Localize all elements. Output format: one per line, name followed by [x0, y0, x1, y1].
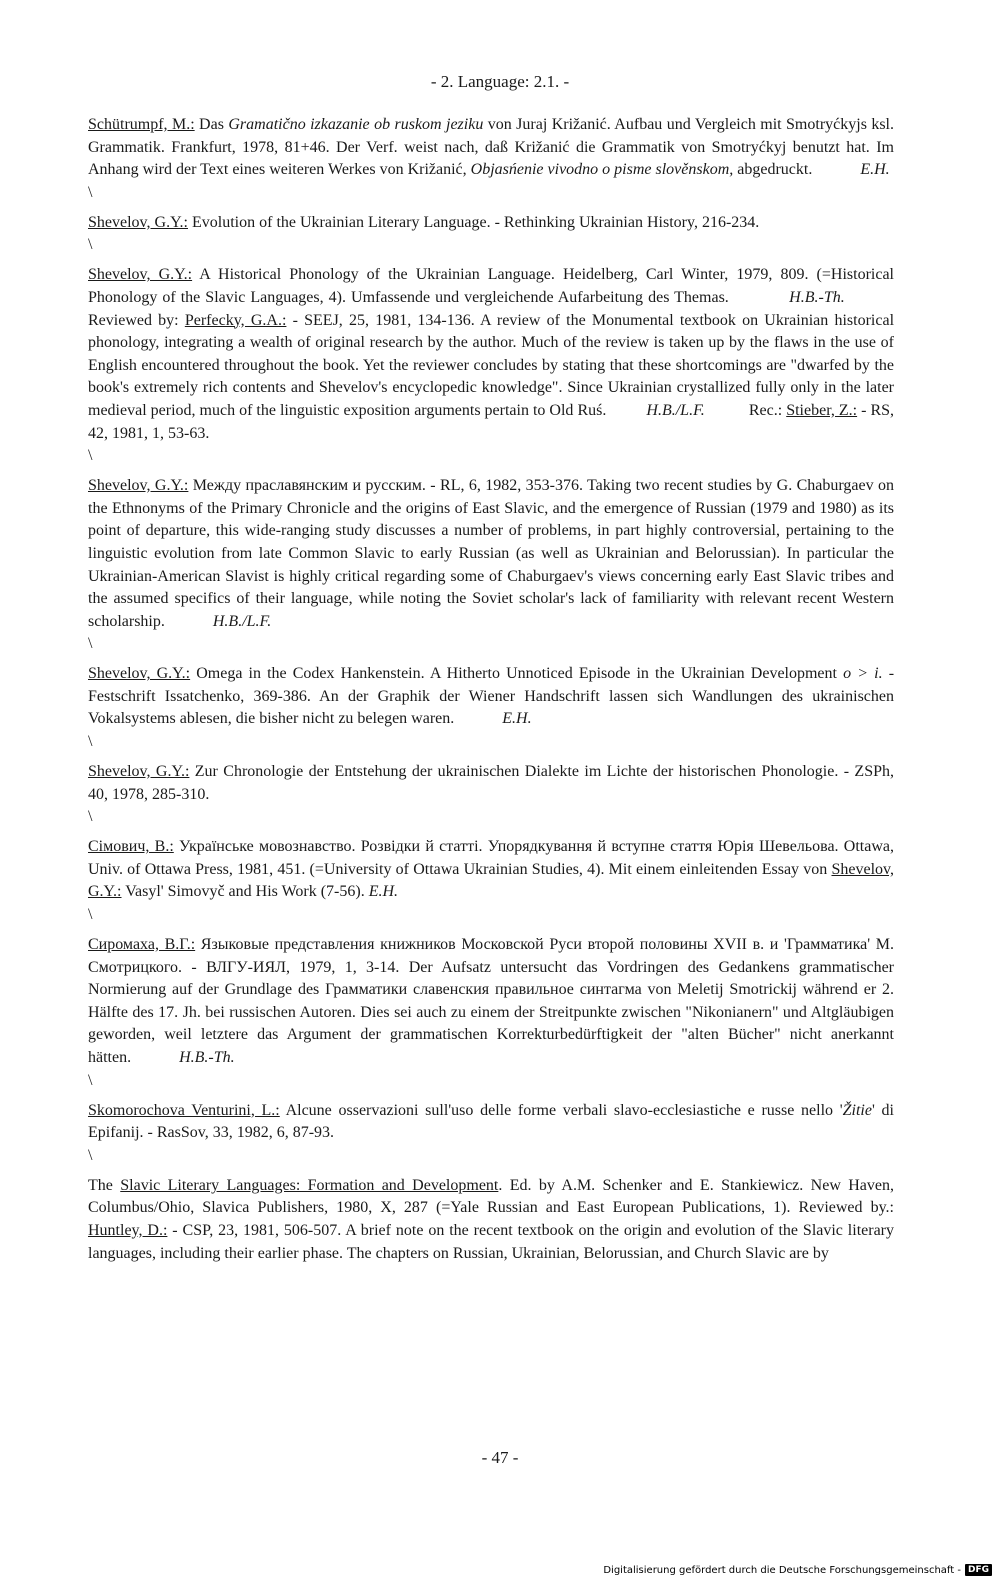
entry-separator: \	[88, 447, 93, 465]
bibliography-entry	[88, 264, 894, 445]
reviewer-initials: H.B./L.F.	[646, 401, 705, 419]
entry-text: A Historical Phonology of the Ukrainian Language. Heidelberg, Carl Winter, 1979, 809. (=Historical Phonology of the Slavic Languages, 4). Umfassende und vergleichende Aufarbeitung des Themas.	[88, 266, 894, 306]
bibliography-entry	[88, 934, 894, 1070]
reviewer-initials: H.B./L.F.	[212, 612, 272, 630]
entry-text: Zur Chronologie der Entstehung der ukrainischen Dialekte im Lichte der historischen Phonologie. - ZSPh, 40, 1978, 285-310.	[88, 763, 895, 803]
entry-text: Omega in the Codex Hankenstein. A Hitherto Unnoticed Episode in the Ukrainian Development	[190, 665, 844, 683]
entry-text: Reviewed by:	[88, 311, 185, 329]
author-name: Shevelov, G.Y.:	[88, 763, 190, 781]
page-header: - 2. Language: 2.1. -	[430, 72, 570, 91]
digitization-credit	[603, 1564, 992, 1576]
author-name: Schütrumpf, M.:	[88, 116, 195, 133]
entry-text: abgedruckt.	[733, 161, 813, 179]
credit-text: Digitalisierung gefördert durch die Deutsche Forschungsgemeinschaft -	[603, 1564, 961, 1576]
author-name: Shevelov, G.Y.:	[88, 860, 894, 901]
reviewer-name: Perfecky, G.A.:	[184, 311, 287, 329]
entry-text: Das	[194, 116, 229, 133]
entry-text: Alcune osservazioni sull'uso delle forme verbali slavo-ecclesiastiche e russe nello '	[279, 1101, 843, 1119]
formula: o > i.	[843, 665, 883, 683]
entry-text: Языковые представления книжников Московской Руси второй половины XVII в. и 'Грамматика' М. Смотрицкого. - ВЛГУ-ИЯЛ, 1979, 1, 3-14. Der Aufsatz untersucht das Vordringen des Gedankens grammatischer Normierung auf der Grundlage des Грамматики славенския правильное синтагма von Meletij Smotrickij während er 2. Hälfte des 17. Jh. bei russischen Autoren. Dies sei auch zu einem der Streitpunkte zwischen "Nikonianern" und Altgläubigen geworden, weil letztere das Argument der grammatischen Korrekturbedürftigkeit der "alten Bücher" nicht anerkannt hätten.	[88, 936, 894, 1066]
entry-text: Українське мовознавство. Розвідки й статті. Упорядкування й вступне стаття Юрія Шевельова. Ottawa, Univ. of Ottawa Press, 1981, 451. (=University of Ottawa Ukrainian Studies, 4). Mit einem einleitenden Essay von	[88, 838, 894, 878]
bibliography-entry	[88, 663, 894, 731]
entry-separator: \	[88, 808, 93, 826]
entry-separator: \	[88, 733, 93, 751]
page-number: - 47 -	[481, 1448, 519, 1467]
entry-separator: \	[88, 183, 93, 201]
reviewer-initials: H.B.-Th.	[789, 288, 845, 306]
work-title: Objasńenie vivodno o pisme slověnskom,	[470, 161, 734, 179]
entry-text: von Juraj Križanić. Aufbau und Vergleich mit Smotryćkyjs ksl. Grammatik. Frankfurt, 1978, 81+46. Der Verf. weist nach, daß Križanić die Grammatik von Smotryćkyj benutzt hat. Im Anhang wird der Text eines weiteren Werkes von Križanić,	[88, 116, 895, 179]
entry-text: Evolution of the Ukrainian Literary Language. - Rethinking Ukrainian History, 216-234.	[188, 213, 760, 231]
bibliography-entry	[88, 1100, 894, 1145]
bibliography-body	[88, 114, 894, 1265]
entry-separator: \	[88, 236, 93, 254]
entry-separator: \	[88, 1146, 93, 1164]
reviewer-name: Stieber, Z.:	[786, 401, 858, 419]
entry-text: The	[88, 1176, 121, 1194]
bibliography-entry	[88, 1175, 894, 1265]
entry-text: Rec.:	[744, 401, 787, 419]
author-name: Skomorochova Venturini, L.:	[88, 1101, 280, 1119]
entry-text: - SEEJ, 25, 1981, 134-136. A review of the Monumental textbook on Ukrainian historical phonology, integrating a wealth of original research by the author. Much of the review is taken up by the flaws in the use of English encountered throughout the book. Yet the reviewer concludes by stating that these shortcomings are "dwarfed by the book's extremely rich contents and Shevelov's encyclopedic knowledge". Since Ukrainian crystallized fully only in the later medieval period, much of the linguistic exposition arguments pertain to Old Ruś.	[88, 311, 895, 419]
entry-text: - RS, 42, 1981, 1, 53-63.	[88, 401, 895, 442]
author-name: Сімович, В.:	[88, 838, 174, 856]
author-name: Shevelov, G.Y.:	[88, 665, 191, 683]
entry-text: . Ed. by A.M. Schenker and E. Stankiewicz. New Haven, Columbus/Ohio, Slavica Publishers, 1980, X, 287 (=Yale Russian and East European Publications, 1). Reviewed by.:	[88, 1176, 895, 1217]
entry-text: ' di Epifanij. - RasSov, 33, 1982, 6, 87-93.	[88, 1101, 894, 1142]
reviewer-initials: E.H.	[860, 161, 890, 179]
entry-text: Vasyl' Simovyč and His Work (7-56).	[121, 883, 365, 901]
entry-text: - Festschrift Issatchenko, 369-386. An der Graphik der Wiener Handschrift lassen sich Wandlungen des ukrainischen Vokalsystems ablesen, die bisher nicht zu belegen waren.	[88, 665, 895, 728]
entry-text: Между праславянским и русским. - RL, 6, 1982, 353-376. Taking two recent studies by G. Chaburgaev on the Ethnonyms of the Primary Chronicle and the origins of East Slavic, and the emergence of Russian (1979 and 1980) as its point of departure, this wide-ranging study discusses a number of problems, in part highly controversial, pertaining to the linguistic evolution from late Common Slavic to early Russian (as well as Ukrainian and Belorussian). In particular the Ukrainian-American Slavist is highly critical regarding some of Chaburgaev's views concerning early East Slavic tribes and the assumed specifics of their language, while noting the Soviet scholar's lack of familiarity with relevant recent Western scholarship.	[88, 477, 895, 630]
entry-separator: \	[88, 1071, 93, 1089]
bibliography-entry	[88, 761, 894, 806]
dfg-logo: DFG	[965, 1564, 992, 1576]
reviewer-initials: H.B.-Th.	[179, 1049, 235, 1066]
work-title: Gramatično izkazanie ob ruskom jeziku	[228, 116, 484, 133]
reviewer-name: Huntley, D.:	[88, 1221, 168, 1239]
author-name: Shevelov, G.Y.:	[88, 477, 189, 495]
entry-separator: \	[88, 635, 93, 653]
work-title: Slavic Literary Languages: Formation and Development	[120, 1176, 499, 1194]
bibliography-entry	[88, 836, 894, 904]
bibliography-entry	[88, 212, 894, 235]
work-title: Žitie	[842, 1101, 872, 1119]
bibliography-entry	[88, 114, 894, 182]
author-name: Shevelov, G.Y.:	[88, 213, 188, 231]
entry-text: - CSP, 23, 1981, 506-507. A brief note on the recent textbook on the origin and evolution of the Slavic literary languages, including their earlier phase. The chapters on Russian, Ukrainian, Belorussian, and Church Slavic are by	[88, 1221, 894, 1262]
reviewer-initials: E.H.	[502, 710, 532, 728]
author-name: Shevelov, G.Y.:	[88, 266, 193, 284]
bibliography-entry	[88, 475, 894, 633]
entry-separator: \	[88, 906, 93, 924]
author-name: Сиромаха, В.Г.:	[88, 936, 196, 954]
reviewer-initials: E.H.	[368, 883, 399, 901]
